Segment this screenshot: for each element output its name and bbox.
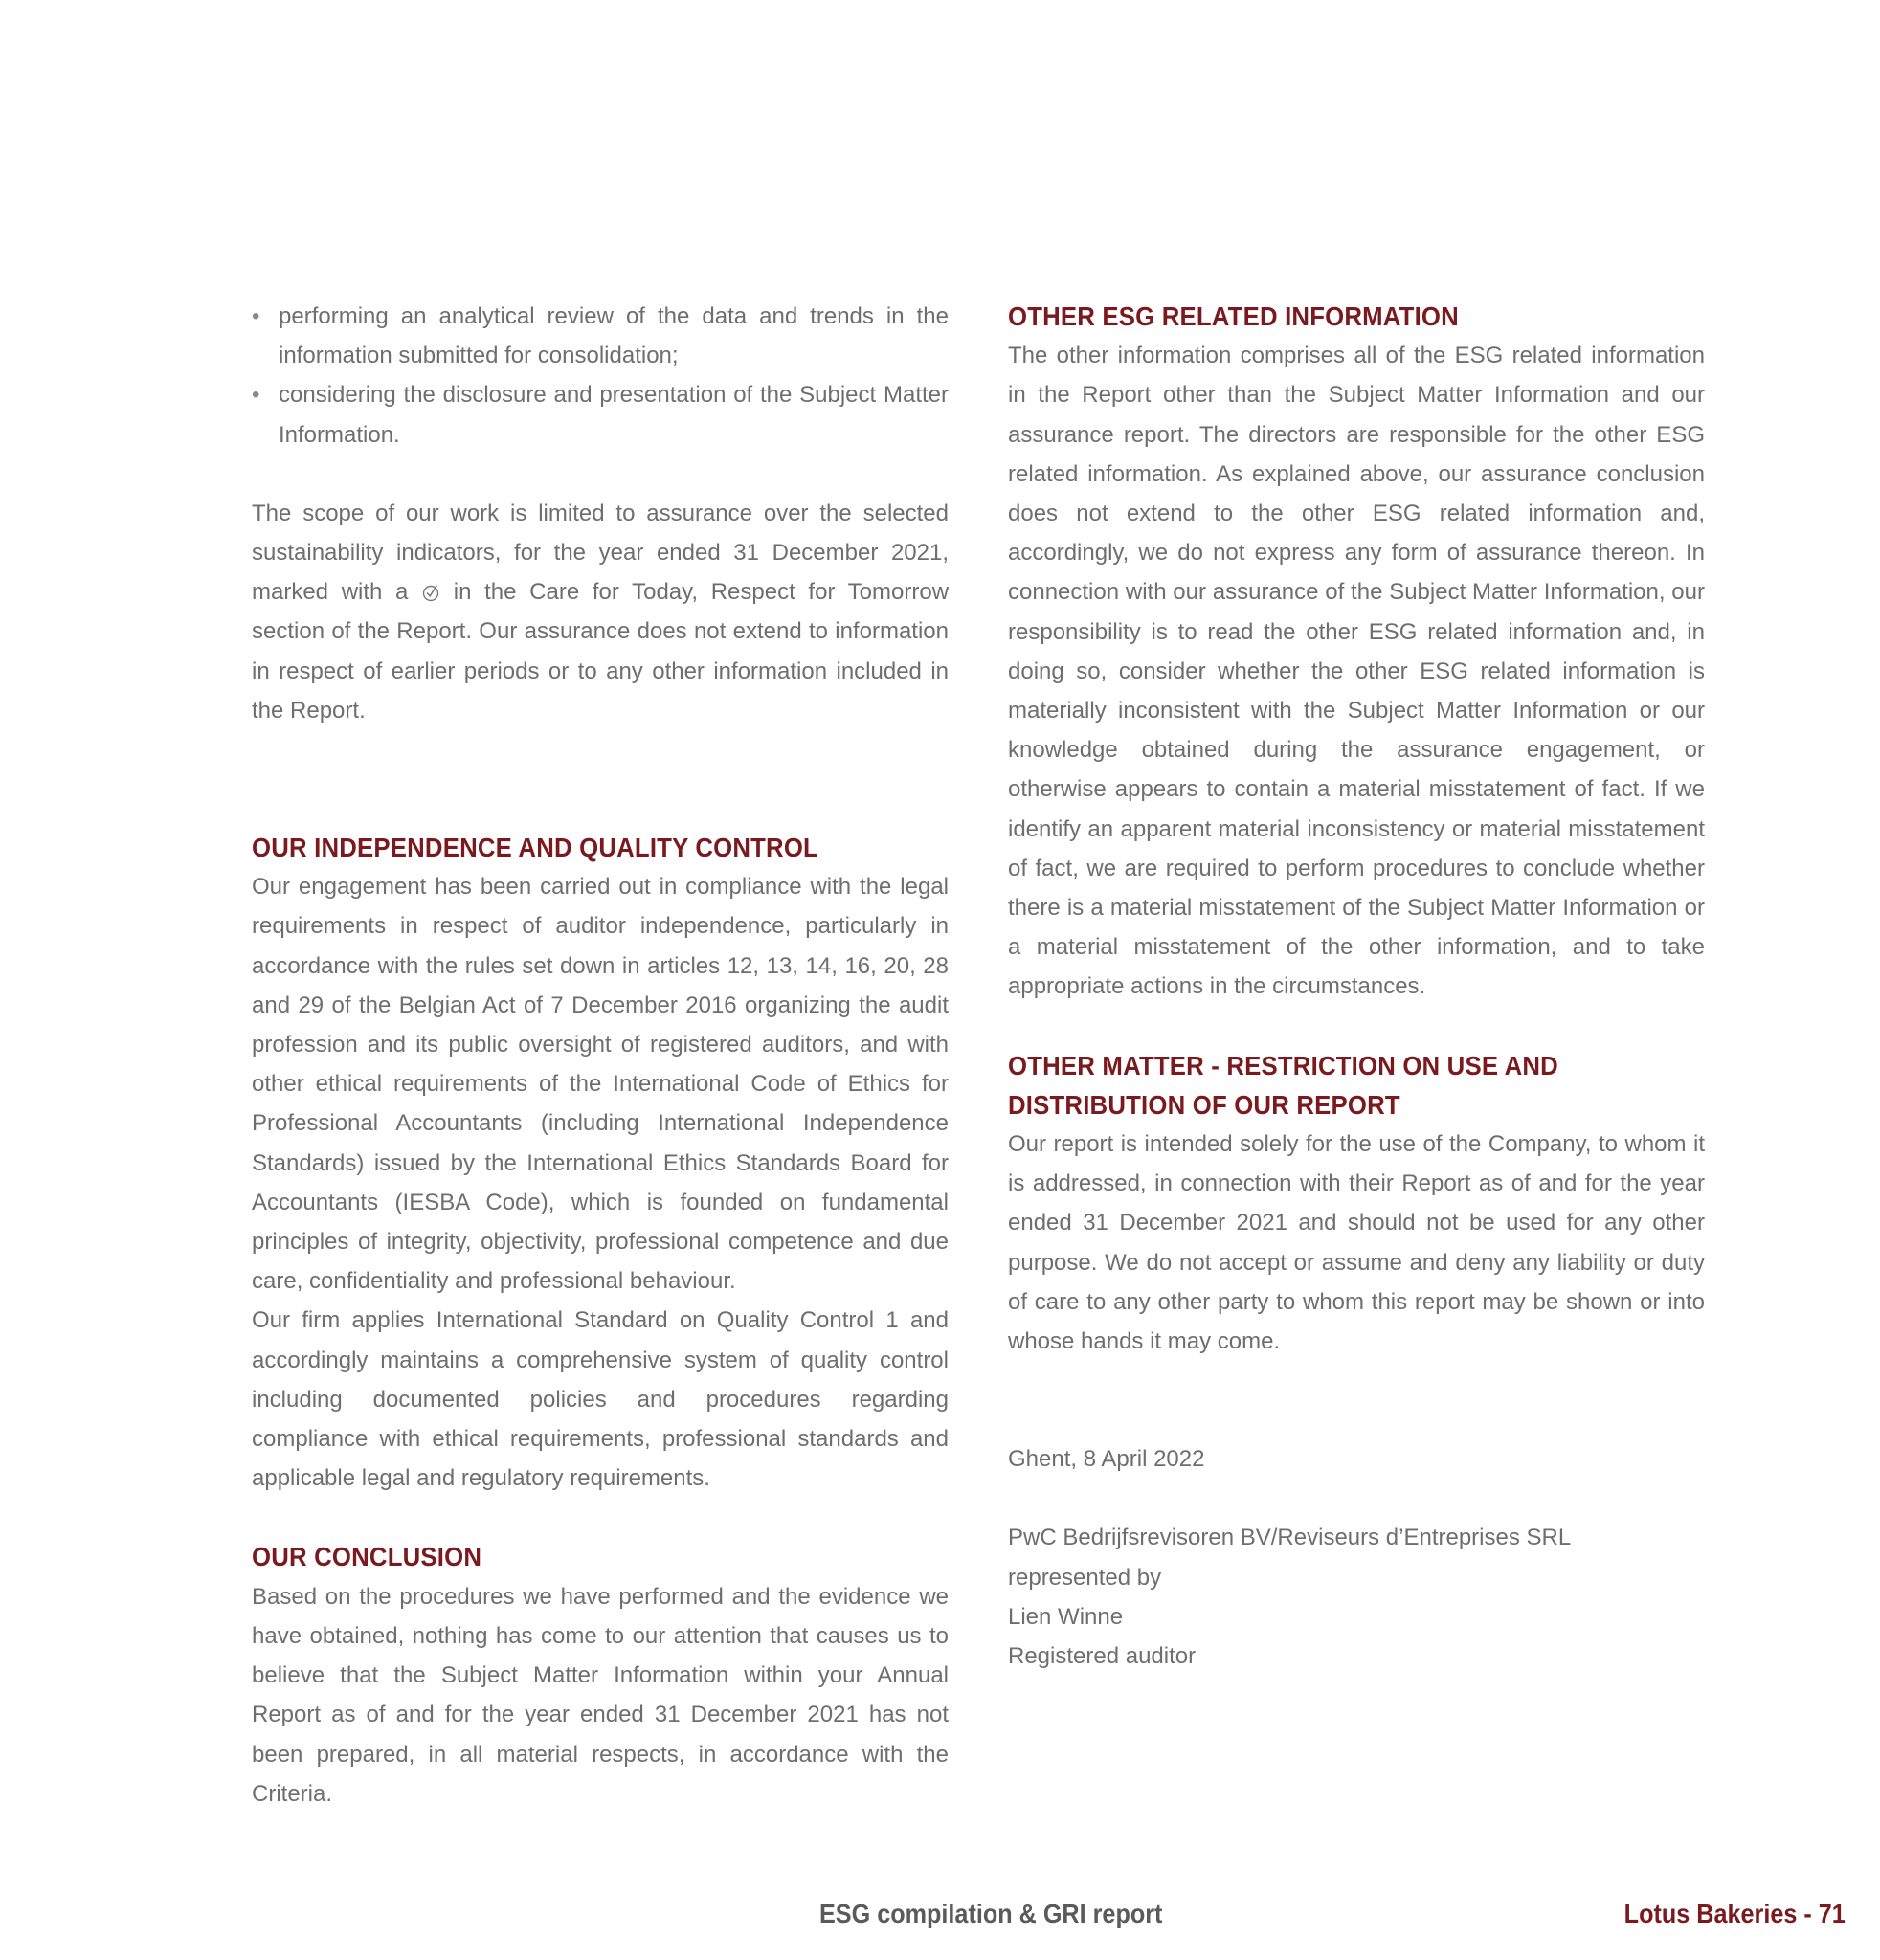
independence-heading: OUR INDEPENDENCE AND QUALITY CONTROL bbox=[252, 833, 818, 863]
other-matter-heading: OTHER MATTER - RESTRICTION ON USE AND DISTRIBUTION OF OUR REPORT bbox=[1008, 1050, 1558, 1120]
list-item-text: performing an analytical review of the data and trends in the information submitted for consolidation; bbox=[279, 303, 949, 369]
list-item-text: considering the disclosure and presentation of the Subject Matter Information. bbox=[279, 382, 949, 448]
scope-text-part1: The scope of our work is limited to assurance over the selected sustainability indicators, for the year ended 31 December 2021, marked with a bbox=[252, 500, 949, 606]
scope-text-part2: in the Care for Today, Respect for Tomorrow section of the Report. Our assurance does not extend to information in respect of earlier periods or to any other information included in the Report. bbox=[252, 579, 950, 724]
procedure-list bbox=[252, 297, 949, 455]
list-item bbox=[252, 375, 949, 454]
other-matter-paragraph: Our report is intended solely for the use of the Company, to whom it is addressed, in connection with their Report as of and for the year ended 31 December 2021 and should not be used for any other purpose. We do not accept or assume and deny any liability or duty of care to any other party to whom this report may be shown or into whose hands it may come. bbox=[1008, 1131, 1705, 1355]
conclusion-paragraph: Based on the procedures we have performed and the evidence we have obtained, nothing has come to our attention that causes us to believe that the Subject Matter Information within your Annual Report as of and for the year ended 31 December 2021 has not been prepared, in all material respects, in accordance with the Criteria. bbox=[252, 1583, 949, 1807]
right-column bbox=[1008, 297, 1705, 1676]
other-esg-heading: OTHER ESG RELATED INFORMATION bbox=[1008, 301, 1459, 331]
signature-name: Lien Winne bbox=[1008, 1603, 1124, 1630]
scope-paragraph bbox=[252, 494, 949, 730]
signature-title: Registered auditor bbox=[1008, 1643, 1197, 1670]
list-item bbox=[252, 297, 949, 375]
signature-firm: PwC Bedrijfsrevisoren BV/Reviseurs d’Entreprises SRL bbox=[1008, 1525, 1572, 1551]
signature-block bbox=[1008, 1518, 1705, 1676]
conclusion-heading: OUR CONCLUSION bbox=[252, 1542, 482, 1572]
bullet-icon: • bbox=[252, 303, 260, 329]
independence-paragraph-2: Our firm applies International Standard on Quality Control 1 and accordingly maintains a comprehensive system of quality control including documented policies and procedures regarding compliance with ethical requirements, professional standards and applicable legal and regulatory requirements. bbox=[252, 1307, 949, 1492]
bullet-icon: • bbox=[252, 382, 260, 409]
independence-paragraph-1: Our engagement has been carried out in compliance with the legal requirements in respect of auditor independence, particularly in accordance with the rules set down in articles 12, 13, 14, 16, 20, 28 and 29 of the Belgian Act of 7 December 2016 organizing the audit profession and its public oversight of registered auditors, and with other ethical requirements of the International Code of Ethics for Professional Accountants (including International Independence Standards) issued by the International Ethics Standards Board for Accountants (IESBA Code), which is founded on fundamental principles of integrity, objectivity, professional competence and due care, confidentiality and professional behaviour. bbox=[252, 874, 949, 1295]
left-column bbox=[252, 297, 949, 1814]
footer-report-name: ESG compilation & GRI report bbox=[819, 1899, 1163, 1928]
footer-brand-page-number: Lotus Bakeries - 71 bbox=[1623, 1899, 1846, 1928]
other-esg-paragraph: The other information comprises all of the ESG related information in the Report other than the Subject Matter Information and our assurance report. The directors are responsible for the other ESG related information. As explained above, our assurance conclusion does not extend to the other ESG related information and, accordingly, we do not express any form of assurance thereon. In connection with our assurance of the Subject Matter Information, our responsibility is to read the other ESG related information and, in doing so, consider whether the other ESG related information is materially inconsistent with the Subject Matter Information or our knowledge obtained during the assurance engagement, or otherwise appears to contain a material misstatement of fact. If we identify an apparent material inconsistency or material misstatement of fact, we are required to perform procedures to conclude whether there is a material misstatement of the Subject Matter Information or a material misstatement of the other information, and to take appropriate actions in the circumstances. bbox=[1008, 343, 1705, 1000]
place-date: Ghent, 8 April 2022 bbox=[1008, 1446, 1205, 1473]
signature-represented-by: represented by bbox=[1008, 1564, 1162, 1591]
check-circle-icon bbox=[421, 583, 440, 602]
